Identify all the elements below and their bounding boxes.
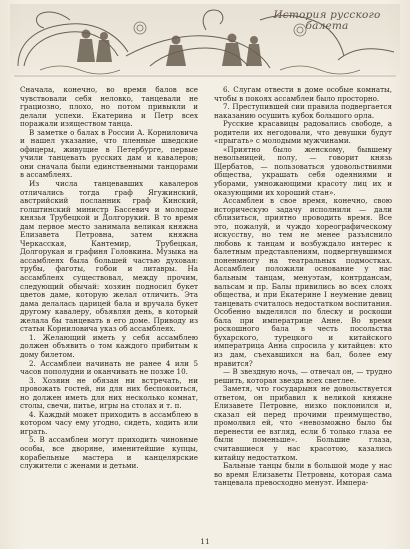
paragraph: Русские красавицы радовались свободе, а родители их негодовали, что девушки будут «прыгать» с молодыми мужчинами. xyxy=(214,119,392,146)
page-number: 11 xyxy=(200,537,210,546)
right-text-column xyxy=(214,86,392,488)
quotation: «Приятно было женскому, бывшему невольницей, полу, — говорит князь Щербатов, — пользоваться удовольствиями общества, украшать себя одеяниями и уборами, умножающими красоту лиц их и оказующими их хороший стан». xyxy=(214,144,392,197)
series-title-line-1: История русского xyxy=(273,9,381,21)
decree-item: 5. В ассамблеи могут приходить чиновные особы, все дворяне, именитейшие купцы, корабельные мастера и канцелярские служители с женами и детьми. xyxy=(20,435,198,471)
decree-item: 7. Преступившей сии правила подвергается наказанию осушить кубок большого орла. xyxy=(214,102,392,120)
left-text-column xyxy=(20,86,198,471)
series-title xyxy=(262,10,392,32)
paragraph: Сначала, конечно, во время балов все чувствовали себя неловко, танцевали не грациозно, плохо, но потом привыкли и делали успехи. Екатерина и Петр всех поражали изяществом танца. xyxy=(20,85,198,129)
decree-item: 4. Каждый может приходить в ассамблею в котором часу ему угодно, сидеть, ходить или играть. xyxy=(20,409,198,436)
decree-item: 6. Слугам отвести в доме особые комнаты, чтобы в покоях ассамблеи было просторно. xyxy=(214,85,392,103)
paragraph: Бальные танцы были в большой моде у нас во время Елизаветы Петровны, которая сама танцевала превосходно менуэт. Импера- xyxy=(214,461,392,488)
paragraph: Ассамблеи в свое время, конечно, свою историческую задачу исполнили — дали сблизиться, приятно проводить время. Все это, пожалуй, и чуждо хореографическому искусству, но тем не менее разъяснило любовь к танцам и возбуждало интерес к балетным представлениям, подвергнувшимся поненмногу на театральных подмостках. Ассамблеи положили основание у нас бальным танцам, менуэтам, контрдансам, вальсам и пр. Балы привились во всех слоях общества, и при Екатерине I неумение девиц танцевать считалось недостатком воспитания. Особенно выделялся по блеску и роскоши бала при императрице Анне. Во время роскошного бала в честь посольства бухарского, турецкого и китайского императрица Анна спросила у китайцев: кто из дам, съехавшихся на бал, более ему нравится? xyxy=(214,196,392,368)
paragraph: Из числа танцевавших кавалеров отличались тогда граф Ягужинский, австрийский посланник граф Кинский, голштинский министр Бассевич и молодые князья Трубецкой и Долгорукий. В то время дам первое место занимала великая княжна Елизавета Петровна, затем княжна Черкасская, Кантемир, Трубецкая, Долгорукая и графиня Головкина. Музыка на ассамблеях была большей частью духовая: трубы, фаготы, гобои и литавры. На ассамблеях существовал, между прочим, следующий обычай: хозяин подносил букет цветов даме, которую желал отличить. Эта дама делалась царицей бала и вручала букет другому кавалеру, объявляя день, в который желала бы танцевать в его доме. Приводу из статьи Корниловича указ об ассамблеях. xyxy=(20,179,198,334)
ornamental-header xyxy=(0,0,410,82)
series-title-line-2: балета xyxy=(305,20,349,32)
decree-item: 3. Хозяин не обязан ни встречать, ни провожать гостей, ни для них беспокоиться, но должен иметь для них несколько комнат, столы, свечи, питье, игры на столах и т. п. xyxy=(20,375,198,411)
decree-item: 1. Желающий иметь у себя ассамблею должен объявить о том каждого прибитым к дому билетом. xyxy=(20,332,198,359)
paragraph: Заметя, что государыня не довольствуется ответом, он прибавил к великой княжне Елизавете Петровне, низко поклонился и, сказал ей перед прочими преимущество, промолвил ей, что «невозможно было бы перенести ее взгляд, если б только глаза ее были поменьше». Большие глаза, считавшиеся у нас красотою, казались китайцу недостатком. xyxy=(214,384,392,462)
paragraph: В заметке о балах в России А. Корниловича и нашел указание, что пленные шведские офицеры, живущие в Петербурге, первые учили танцевать русских дам и кавалеров; они сначала были единственными танцорами в ассамблеях. xyxy=(20,127,198,180)
decree-item: 2. Ассамблеи начинать не ранее 4 или 5 часов пополудни и оканчивать не позже 10. xyxy=(20,358,198,377)
dialogue-line: — В звездную ночь, — отвечал он, — трудно решить, которая звезда всех светлее. xyxy=(214,367,392,385)
